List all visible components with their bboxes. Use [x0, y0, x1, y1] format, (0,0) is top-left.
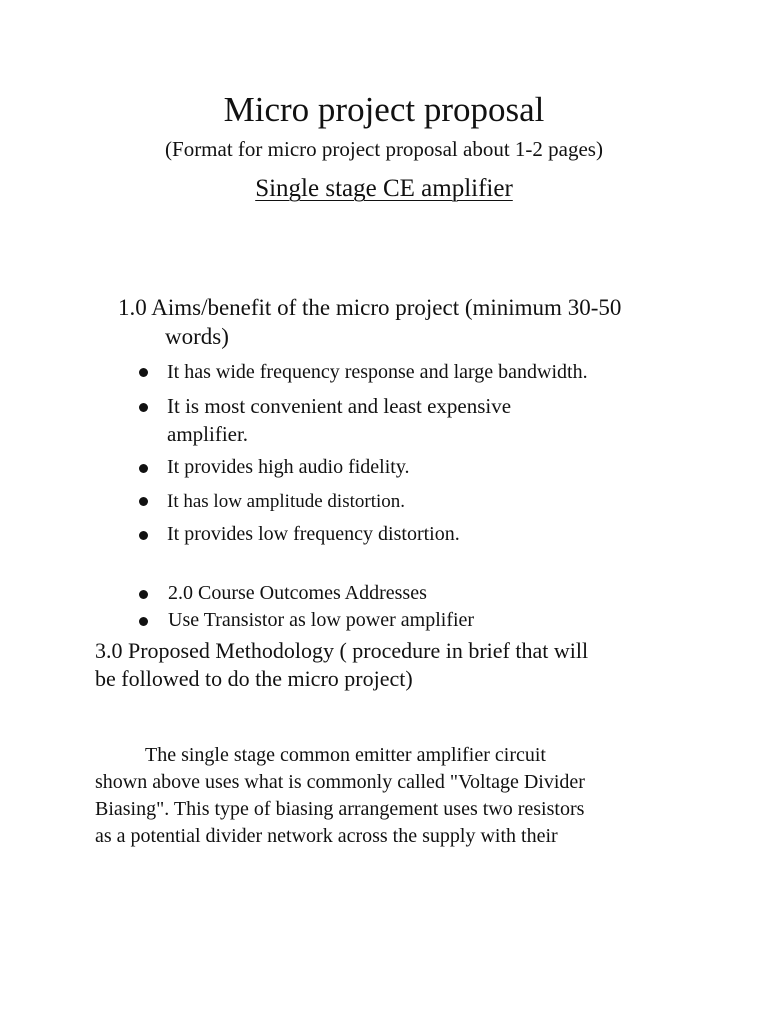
list-item: It has wide frequency response and large bandwidth. — [167, 361, 588, 383]
section1-heading-continued: words) — [165, 324, 229, 349]
project-topic — [0, 172, 768, 206]
paragraph-line: Biasing". This type of biasing arrangement uses two resistors — [95, 798, 585, 820]
list-item: It has low amplitude distortion. — [167, 491, 406, 512]
bullet-icon — [139, 368, 148, 377]
paragraph-line: as a potential divider network across the supply with their — [95, 825, 558, 847]
section1-heading: 1.0 Aims/benefit of the micro project (minimum 30-50 — [118, 295, 622, 320]
section3-heading-continued: be followed to do the micro project) — [95, 666, 413, 691]
project-topic-text: Single stage CE amplifier — [255, 175, 513, 202]
list-item: It provides high audio fidelity. — [167, 456, 410, 478]
bullet-icon — [139, 590, 148, 599]
list-item: Use Transistor as low power amplifier — [168, 609, 475, 631]
list-item: It provides low frequency distortion. — [167, 523, 460, 545]
bullet-icon — [139, 531, 148, 540]
section3-heading: 3.0 Proposed Methodology ( procedure in brief that will — [95, 638, 589, 663]
bullet-icon — [139, 403, 148, 412]
bullet-icon — [139, 464, 148, 473]
list-item: It is most convenient and least expensive — [167, 394, 512, 418]
bullet-icon — [139, 497, 148, 506]
paragraph-line: The single stage common emitter amplifier circuit — [145, 744, 546, 766]
bullet-icon — [139, 617, 148, 626]
list-item-continued: amplifier. — [167, 422, 249, 446]
page-title: Micro project proposal — [223, 90, 545, 129]
page-subtitle: (Format for micro project proposal about 1-2 pages) — [165, 137, 603, 161]
paragraph-line: shown above uses what is commonly called "Voltage Divider — [95, 771, 585, 793]
section2-heading: 2.0 Course Outcomes Addresses — [168, 582, 427, 604]
